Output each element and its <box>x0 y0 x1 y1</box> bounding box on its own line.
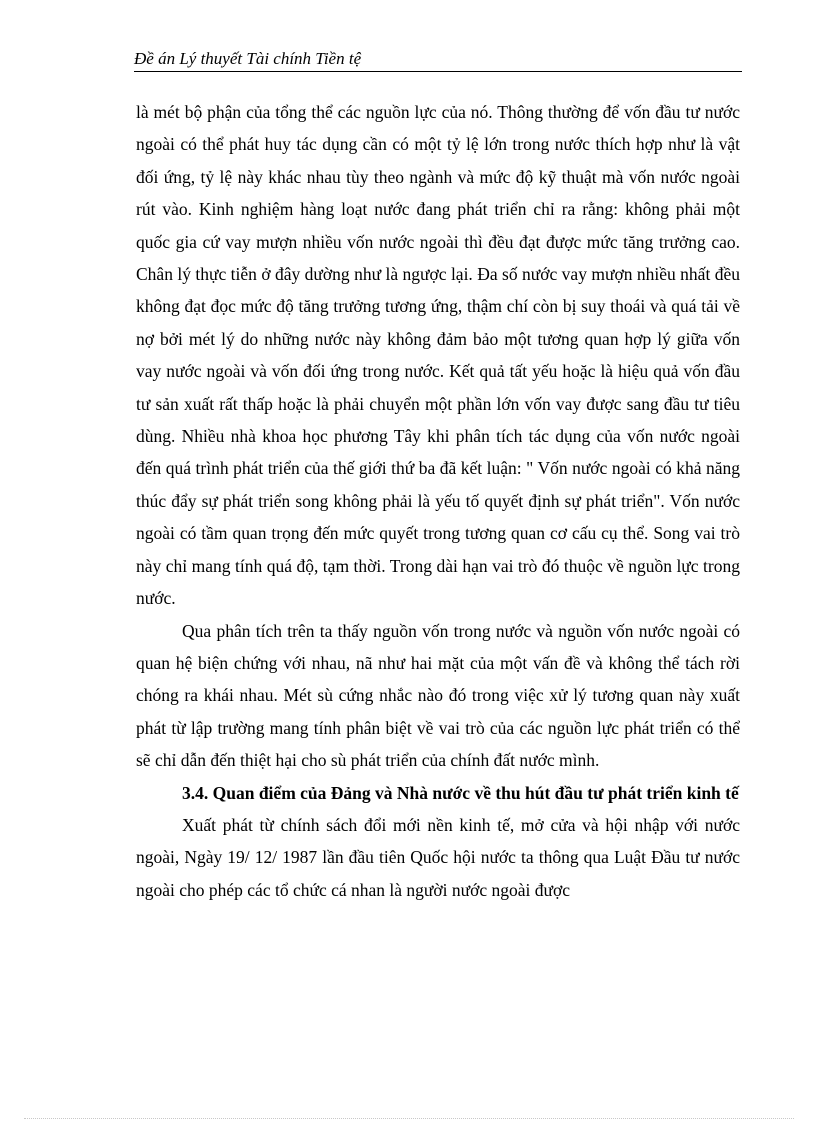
section-heading: 3.4. Quan điểm của Đảng và Nhà nước về thu hút đầu tư phát triển kinh tế <box>182 782 739 803</box>
paragraph-policy: Xuất phát từ chính sách đổi mới nền kinh tế, mở cửa và hội nhập với nước ngoài, Ngày 19/ 12/ 1987 lần đầu tiên Quốc hội nước ta thông qua Luật Đầu tư nước ngoài cho phép các tổ chức cá nhan là người nước ngoài được <box>136 814 740 900</box>
page-header <box>134 47 742 72</box>
page-body <box>136 96 740 906</box>
paragraph-continued: là mét bộ phận của tổng thể các nguồn lực của nó. Thông thường để vốn đầu tư nước ngoài có thể phát huy tác dụng cần có một tỷ lệ lớn trong nước thích hợp như là vật đối ứng, tỷ lệ này khác nhau tùy theo ngành và mức độ kỹ thuật mà vốn nước ngoài rút vào. Kinh nghiệm hàng loạt nước đang phát triển chỉ ra rằng: không phải một quốc gia cứ vay mượn nhiều vốn nước ngoài thì đều đạt được mức tăng trưởng cao. Chân lý thực tiễn ở đây dường như là ngược lại. Đa số nước vay mượn nhiều nhất đều không đạt đọc mức độ tăng trưởng tương ứng, thậm chí còn bị suy thoái và quá tải về nợ bởi mét lý do những nước này không đảm bảo một tương quan hợp lý giữa vốn vay nước ngoài và vốn đối ứng trong nước. Kết quả tất yếu hoặc là hiệu quả vốn đầu tư sản xuất rất thấp hoặc là phải chuyển một phần lớn vốn vay được sang đầu tư tiêu dùng. Nhiều nhà khoa học phương Tây khi phân tích tác dụng của vốn nước ngoài đến quá trình phát triển của thế giới thứ ba đã kết luận: " Vốn nước ngoài có khả năng thúc đẩy sự phát triển song không phải là yếu tố quyết định sự phát triển". Vốn nước ngoài có tầm quan trọng đến mức quyết trong tương quan cơ cấu cụ thể. Song vai trò này chỉ mang tính quá độ, tạm thời. Trong dài hạn vai trò đó thuộc về nguồn lực trong nước. <box>136 102 740 609</box>
document-title: Đề án Lý thuyết Tài chính Tiền tệ <box>134 49 362 68</box>
page-bottom-divider <box>24 1118 794 1119</box>
paragraph-analysis: Qua phân tích trên ta thấy nguồn vốn trong nước và nguồn vốn nước ngoài có quan hệ biện chứng với nhau, nã như hai mặt của một vấn đề và không thể tách rời chóng ra khái nhau. Mét sù cứng nhắc nào đó trong việc xử lý tương quan này xuất phát từ lập trường mang tính phân biệt về vai trò của các nguồn lực phát triển có thể sẽ chỉ dẫn đến thiệt hại cho sù phát triển của chính đất nước mình. <box>136 620 740 771</box>
